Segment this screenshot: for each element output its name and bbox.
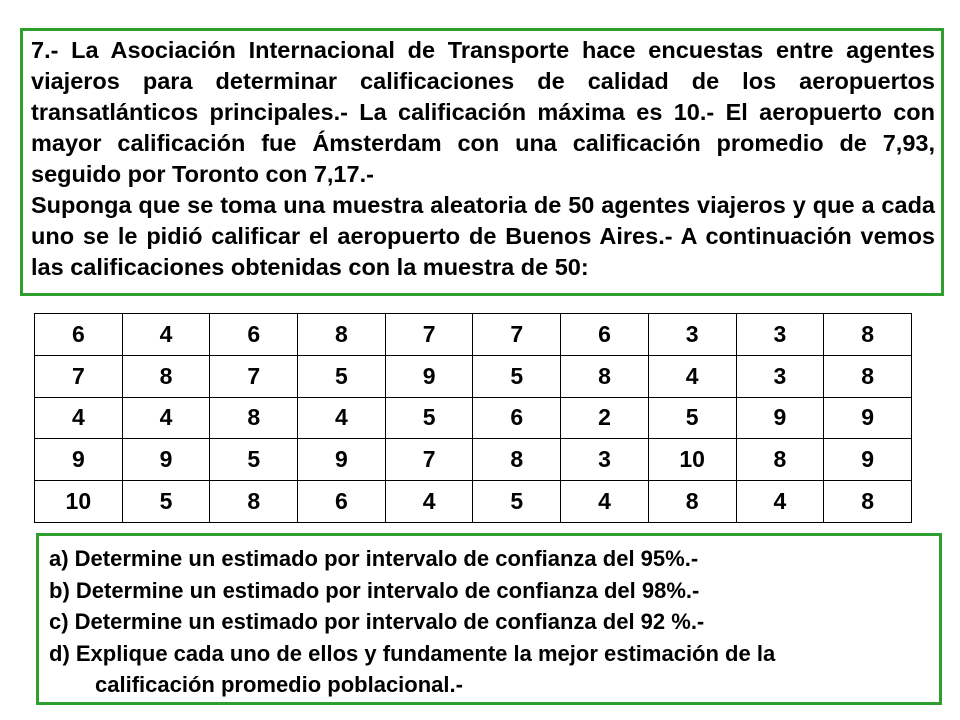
table-cell: 8 [210,481,298,523]
table-cell: 7 [385,439,473,481]
table-cell: 4 [736,481,824,523]
question-d-continuation: calificación promedio poblacional.- [95,672,463,698]
table-cell: 8 [824,481,912,523]
table-cell: 4 [122,397,210,439]
table-cell: 5 [122,481,210,523]
table-cell: 9 [824,397,912,439]
ratings-table [34,313,912,523]
table-cell: 7 [210,355,298,397]
table-cell: 10 [35,481,123,523]
table-cell: 6 [473,397,561,439]
table-cell: 8 [298,314,386,356]
table-cell: 5 [648,397,736,439]
questions-box [36,533,942,705]
table-cell: 5 [385,397,473,439]
table-cell: 3 [648,314,736,356]
question-c: c) Determine un estimado por intervalo de confianza del 92 %.- [49,609,705,635]
table-cell: 7 [35,355,123,397]
table-cell: 5 [473,481,561,523]
table-cell: 8 [824,355,912,397]
table-cell: 8 [473,439,561,481]
table-cell: 4 [648,355,736,397]
problem-paragraph-2: Suponga que se toma una muestra aleatoria de 50 agentes viajeros y que a cada uno se le pidió calificar el aeropuerto de Buenos Aires.- A continuación vemos las calificaciones obtenidas con la muestra de 50: [31,192,935,280]
table-cell: 7 [385,314,473,356]
table-cell: 6 [298,481,386,523]
problem-statement-box [20,28,944,296]
table-cell: 4 [298,397,386,439]
problem-paragraph-1: 7.- La Asociación Internacional de Transporte hace encuestas entre agentes viajeros para determinar calificaciones de calidad de los aeropuertos transatlánticos principales.- La calificación máxima es 10.- El aeropuerto con mayor calificación fue Ámsterdam con una calificación promedio de 7,93, seguido por Toronto con 7,17.- [31,37,935,187]
table-cell: 9 [385,355,473,397]
table-cell: 6 [561,314,649,356]
table-cell: 6 [35,314,123,356]
table-cell: 10 [648,439,736,481]
table-cell: 8 [648,481,736,523]
question-b: b) Determine un estimado por intervalo de confianza del 98%.- [49,577,700,603]
table-cell: 3 [736,314,824,356]
table-row [35,397,912,439]
table-cell: 3 [736,355,824,397]
table-cell: 4 [385,481,473,523]
table-row [35,439,912,481]
table-cell: 9 [122,439,210,481]
table-cell: 5 [298,355,386,397]
question-d: d) Explique cada uno de ellos y fundamente la mejor estimación de la [49,640,776,666]
table-cell: 5 [473,355,561,397]
table-cell: 9 [824,439,912,481]
table-cell: 6 [210,314,298,356]
table-cell: 3 [561,439,649,481]
table-cell: 7 [473,314,561,356]
table-cell: 4 [122,314,210,356]
table-cell: 9 [736,397,824,439]
table-cell: 4 [561,481,649,523]
table-row [35,481,912,523]
table-cell: 9 [35,439,123,481]
table-cell: 8 [736,439,824,481]
table-cell: 9 [298,439,386,481]
table-cell: 8 [824,314,912,356]
table-row [35,314,912,356]
table-cell: 4 [35,397,123,439]
table-cell: 8 [561,355,649,397]
table-cell: 2 [561,397,649,439]
table-cell: 8 [122,355,210,397]
table-row [35,355,912,397]
question-a: a) Determine un estimado por intervalo de confianza del 95%.- [49,546,699,571]
table-cell: 8 [210,397,298,439]
table-cell: 5 [210,439,298,481]
